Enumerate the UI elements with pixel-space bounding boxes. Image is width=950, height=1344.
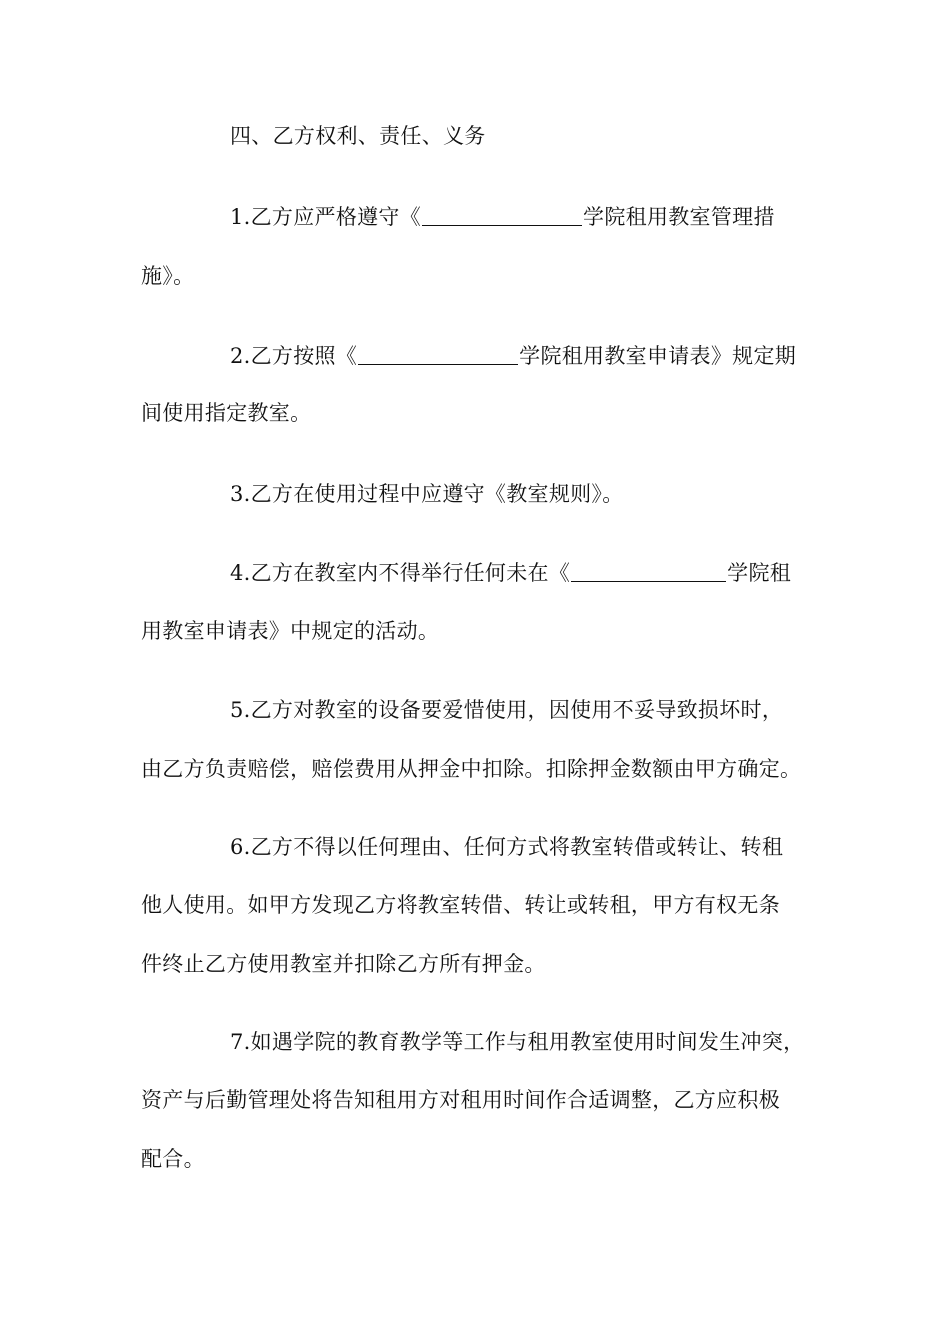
- clause-6-line-2: 他人使用。如甲方发现乙方将教室转借、转让或转租，甲方有权无条: [141, 893, 780, 917]
- clause-6-line-1: 6.乙方不得以任何理由、任何方式将教室转借或转让、转租: [230, 835, 784, 859]
- clause-6-line-3: 件终止乙方使用教室并扣除乙方所有押金。: [141, 952, 546, 976]
- clause-3-line-1: 3.乙方在使用过程中应遵守《教室规则》。: [230, 482, 624, 506]
- clause-1-text-after-blank: 学院租用教室管理措: [583, 205, 775, 229]
- clause-7-line-1: 7.如遇学院的教育教学等工作与租用教室使用时间发生冲突，: [230, 1030, 805, 1054]
- fill-in-blank: [358, 346, 518, 365]
- clause-5-line-2: 由乙方负责赔偿，赔偿费用从押金中扣除。扣除押金数额由甲方确定。: [141, 757, 802, 781]
- clause-2-line-1: [230, 342, 930, 370]
- clause-4-text-before-blank: 4.乙方在教室内不得举行任何未在《: [230, 561, 571, 585]
- fill-in-blank: [422, 207, 582, 226]
- clause-2-text-before-blank: 2.乙方按照《: [230, 344, 358, 368]
- clause-1-text-before-blank: 1.乙方应严格遵守《: [230, 205, 422, 229]
- clause-7-line-2: 资产与后勤管理处将告知租用方对租用时间作合适调整，乙方应积极: [141, 1088, 780, 1112]
- section-heading: 四、乙方权利、责任、义务: [230, 124, 486, 148]
- clause-1-line-1: [230, 203, 930, 231]
- fill-in-blank: [571, 563, 726, 582]
- clause-1-line-2: 施》。: [141, 264, 195, 288]
- clause-2-line-2: 间使用指定教室。: [141, 401, 312, 425]
- clause-4-line-2: 用教室申请表》中规定的活动。: [141, 619, 440, 643]
- clause-4-text-after-blank: 学院租: [727, 561, 792, 585]
- clause-5-line-1: 5.乙方对教室的设备要爱惜使用，因使用不妥导致损坏时，: [230, 698, 784, 722]
- clause-7-line-3: 配合。: [141, 1147, 205, 1171]
- clause-2-text-after-blank: 学院租用教室申请表》规定期: [519, 344, 797, 368]
- clause-4-line-1: [230, 559, 930, 587]
